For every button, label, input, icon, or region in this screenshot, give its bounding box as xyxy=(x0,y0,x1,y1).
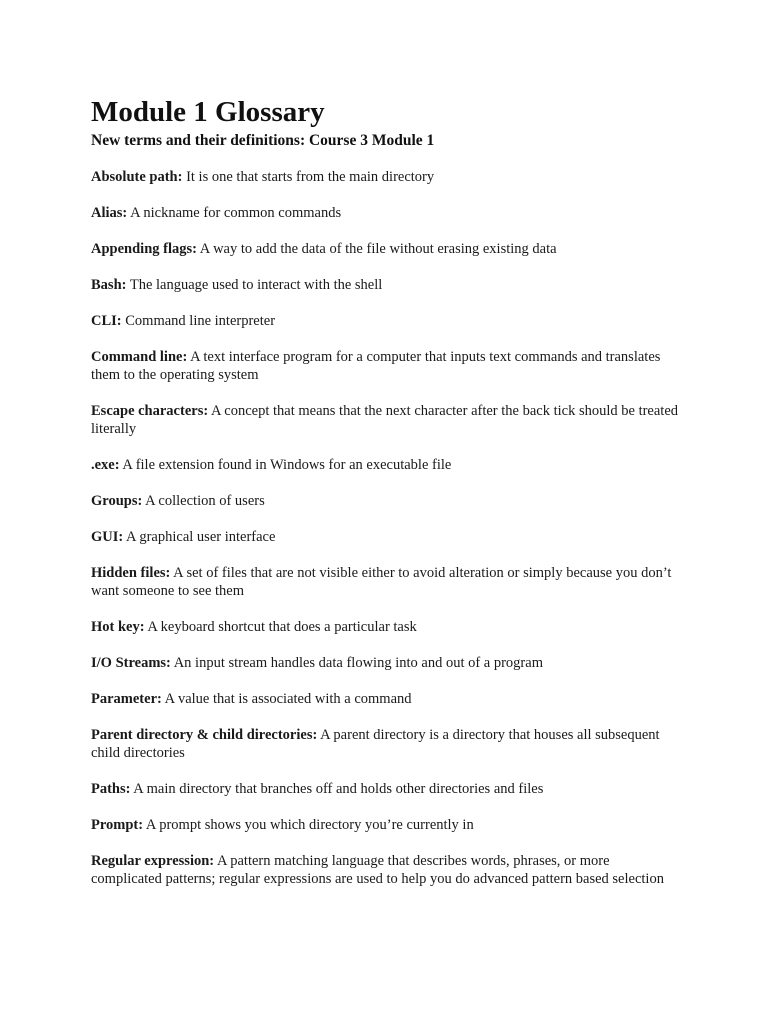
glossary-entry xyxy=(91,492,681,510)
glossary-entry xyxy=(91,780,681,798)
glossary-definition: A main directory that branches off and holds other directories and files xyxy=(130,781,544,797)
glossary-entry xyxy=(91,168,681,186)
glossary-entry xyxy=(91,690,681,708)
glossary-definition: The language used to interact with the shell xyxy=(126,277,383,293)
glossary-entry xyxy=(91,276,681,294)
glossary-term: CLI: xyxy=(91,313,122,329)
glossary-term: Appending flags: xyxy=(91,241,197,257)
glossary-term: Groups: xyxy=(91,493,143,509)
glossary-definition: An input stream handles data flowing into and out of a program xyxy=(170,655,543,671)
glossary-term: Hidden files: xyxy=(91,565,171,581)
glossary-definition: A nickname for common commands xyxy=(127,205,342,221)
glossary-entry xyxy=(91,240,681,258)
glossary-definition: A pattern matching language that describes words, phrases, or more complicated patterns; regular expressions are used to help you do advanced pattern based selection xyxy=(91,853,664,887)
glossary-term: Command line: xyxy=(91,349,188,365)
glossary-definition: It is one that starts from the main directory xyxy=(182,169,435,185)
glossary-term: Bash: xyxy=(91,277,127,293)
glossary-term: Paths: xyxy=(91,781,131,797)
glossary-entry xyxy=(91,528,681,546)
glossary-definition: A way to add the data of the file without erasing existing data xyxy=(196,241,557,257)
glossary-entry xyxy=(91,456,681,474)
glossary-definition: A file extension found in Windows for an executable file xyxy=(119,457,452,473)
glossary-entry xyxy=(91,402,681,438)
glossary-term: Regular expression: xyxy=(91,853,215,869)
glossary-term: Absolute path: xyxy=(91,169,183,185)
glossary-term: Escape characters: xyxy=(91,403,209,419)
document-page xyxy=(91,94,681,906)
glossary-entry xyxy=(91,816,681,834)
glossary-term: I/O Streams: xyxy=(91,655,171,671)
glossary-entry xyxy=(91,726,681,762)
glossary-definition: A graphical user interface xyxy=(123,529,276,545)
glossary-entry xyxy=(91,564,681,600)
glossary-entry xyxy=(91,204,681,222)
glossary-term: Alias: xyxy=(91,205,128,221)
glossary-definition: A keyboard shortcut that does a particular task xyxy=(144,619,417,635)
document-subtitle: New terms and their definitions: Course 3 Module 1 xyxy=(91,132,435,149)
glossary-term: Parameter: xyxy=(91,691,162,707)
glossary-term: Hot key: xyxy=(91,619,145,635)
document-title: Module 1 Glossary xyxy=(91,96,325,128)
glossary-definition: A collection of users xyxy=(142,493,265,509)
glossary-term: Prompt: xyxy=(91,817,144,833)
glossary-definition: A set of files that are not visible either to avoid alteration or simply because you don’t want someone to see them xyxy=(91,565,672,599)
glossary-definition: A value that is associated with a command xyxy=(161,691,412,707)
glossary-term: GUI: xyxy=(91,529,124,545)
glossary-entry xyxy=(91,312,681,330)
glossary-entry xyxy=(91,852,681,888)
glossary-term: Parent directory & child directories: xyxy=(91,727,318,743)
glossary-list xyxy=(91,168,681,888)
glossary-definition: Command line interpreter xyxy=(121,313,276,329)
glossary-entry xyxy=(91,348,681,384)
glossary-definition: A concept that means that the next character after the back tick should be treated literally xyxy=(91,403,679,437)
glossary-term: .exe: xyxy=(91,457,120,473)
glossary-definition: A prompt shows you which directory you’re currently in xyxy=(143,817,474,833)
glossary-definition: A text interface program for a computer that inputs text commands and translates them to the operating system xyxy=(91,349,661,383)
glossary-entry xyxy=(91,618,681,636)
glossary-definition: A parent directory is a directory that houses all subsequent child directories xyxy=(91,727,660,761)
glossary-entry xyxy=(91,654,681,672)
